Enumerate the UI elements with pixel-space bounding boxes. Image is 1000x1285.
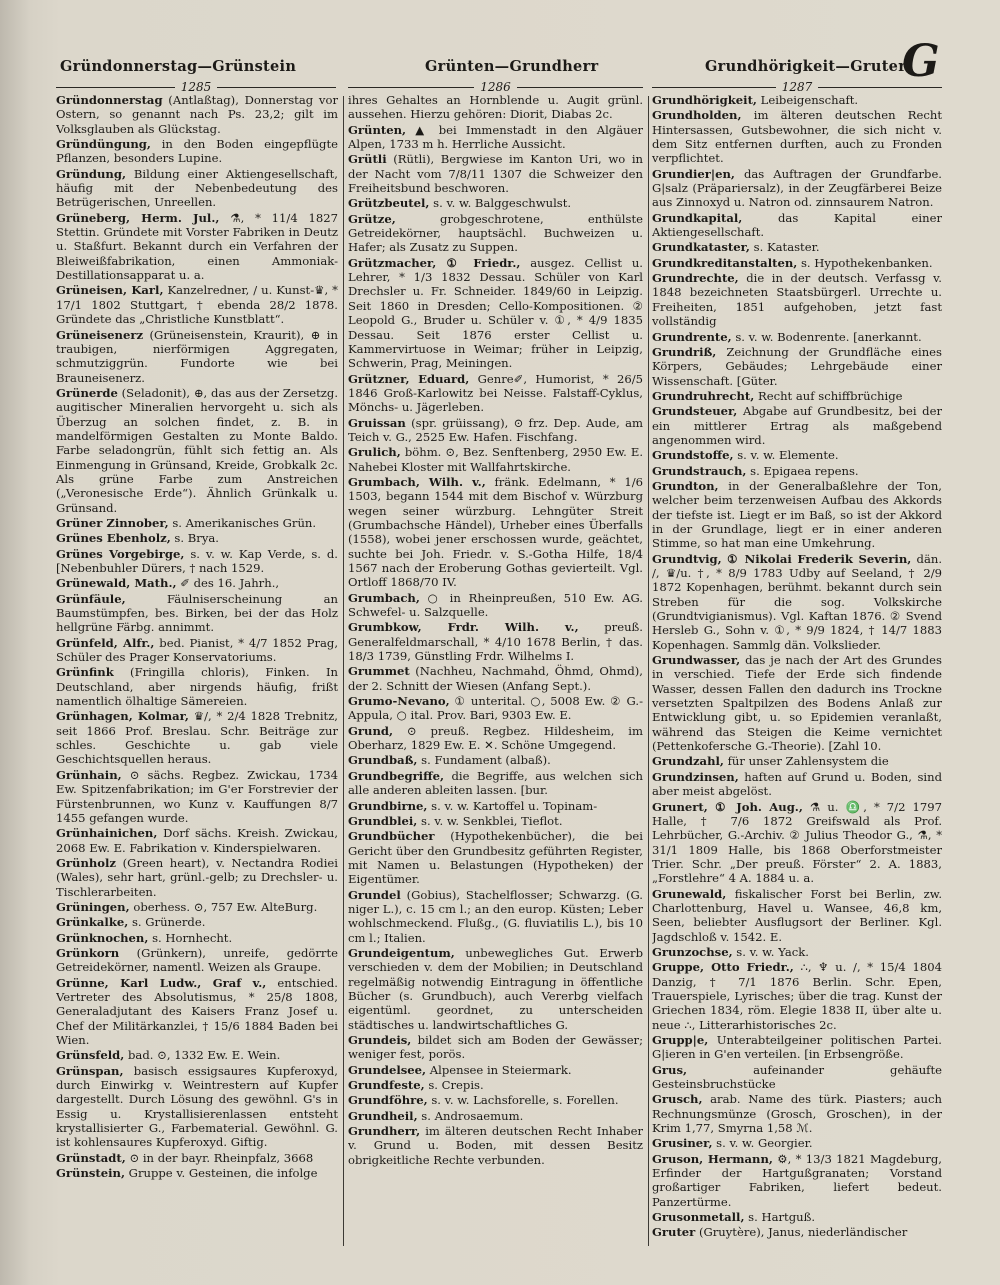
dictionary-entry [652,256,942,270]
entry-headword: Grünstein, [56,1166,125,1181]
entry-text: Recht auf schiffbrüchige [754,388,903,403]
entry-text: haften auf Grund u. Boden, sind aber meist abgelöst. [652,769,942,799]
dictionary-entry [652,800,942,886]
entry-headword: Grusiner, [652,1136,713,1151]
entry-text: das Auftragen der Grundfarbe. G|salz (Präpariersalz), in der Zeugfärberei Beize aus Zinnoxyd u. Natron od. zinnsaurem Natron. [652,166,942,210]
entry-text: ⊙ preuß. Regbez. Hildesheim, im Oberharz, 1829 Ew. E. ✕. Schöne Umgegend. [348,723,643,753]
dictionary-entry [348,1109,643,1123]
running-head-left: Gründonnerstag—Grünstein [60,58,297,75]
entry-headword: Grütli [348,152,387,167]
dictionary-entry [348,664,643,693]
entry-text: das je nach der Art des Grundes in verschied. Tiefe der Erde sich findende Wasser, dessen Fallen den dadurch ins Trockne versetzten Spaltpilzen des Bodens Anlaß zur Entwicklung gibt, u. so Epidemien veranlaßt, während das Steigen die Keime vernichtet (Pettenkofersche G.-Theorie). [Zahl 10. [652,653,942,754]
entry-headword: Grundherr, [348,1124,421,1139]
dictionary-entry [652,1136,942,1150]
dictionary-entry [348,591,643,620]
page-number-center [348,80,643,94]
entry-headword: Grusonmetall, [652,1210,745,1225]
column-center [348,93,643,1261]
entry-text: Alpensee in Steiermark. [426,1062,572,1077]
entry-headword: Grünten, [348,122,407,137]
entry-text: ○ in Rheinpreußen, 510 Ew. AG. Schwefel- u. Salzquelle. [348,590,643,620]
entry-text: Kanzelredner, / u. Kunst-♛, * 17/1 1802 Stuttgart, † ebenda 28/2 1878. Gründete das „Christliche Kunstblatt“. [56,283,338,327]
entry-text: die in der deutsch. Verfassg v. 1848 bezeichneten Staatsbürgerl. Urrechte u. Freiheiten, 1851 aufgehoben, jetzt fast vollständig [652,271,942,329]
entry-text: s. v. w. Senkblei, Tieflot. [417,813,563,828]
page-number-left [56,80,336,94]
entry-text: (Grünkern), unreife, gedörrte Getreidekörner, namentl. Weizen als Graupe. [56,945,338,975]
entry-headword: Grundrente, [652,329,732,344]
dictionary-entry [652,1225,942,1239]
entry-headword: Grundkreditanstalten, [652,255,798,270]
entry-text: s. v. w. Balggeschwulst. [429,196,572,211]
entry-text: s. Brya. [170,531,219,546]
entry-headword: Grundruhrecht, [652,388,755,403]
entry-headword: Grünsfeld, [56,1048,125,1063]
entry-text: s. Fundament (albaß). [417,753,551,768]
column-divider [343,96,344,1246]
entry-text: arab. Name des türk. Piasters; auch Rechnungsmünze (Grosch, Groschen), in der Krim 1,77, Smyrna 1,58 ℳ. [652,1092,942,1136]
entry-headword: Grünewald, Math., [56,576,177,591]
entry-text: in den Boden eingepflügte Pflanzen, besonders Lupine. [56,137,338,166]
entry-headword: Grundfeste, [348,1078,425,1093]
dictionary-entry [652,552,942,652]
dictionary-entry [348,256,643,371]
dictionary-entry [652,1063,942,1092]
dictionary-entry [652,479,942,551]
entry-headword: Grünfink [56,665,114,680]
entry-headword: Grunewald, [652,886,727,901]
entry-text: Fäulniserscheinung an Baumstümpfen, bes. Birken, bei der das Holz hellgrüne Färbg. annimmt. [56,591,338,635]
entry-text: s. Hartguß. [744,1210,816,1225]
entry-headword: Grünhagen, Kolmar, [56,709,189,724]
entry-headword: Grus, [652,1062,688,1077]
entry-headword: Grundkataster, [652,240,750,255]
entry-text: ♛/, * 2/4 1828 Trebnitz, seit 1866 Prof. Breslau. Schr. Beiträge zur schles. Geschichte u. gab viele Geschichtsquellen heraus. [56,709,338,767]
entry-headword: Grünerde [56,385,118,400]
entry-headword: Gründung, [56,166,126,181]
dictionary-entry [56,931,338,945]
entry-text: entschied. Vertreter des Absolutismus, * 25/8 1808, Generaladjutant des Kaisers Franz Josef u. Chef der Militärkanzlei, † 15/6 1884 Baden bei Wien. [56,975,338,1047]
entry-text: s. Amerikanisches Grün. [168,515,317,530]
entry-text: s. Crepis. [424,1078,484,1093]
entry-headword: Grundbücher [348,829,435,844]
column-left [56,93,338,1261]
dictionary-entry [652,404,942,447]
entry-text: aufeinander gehäufte Gesteinsbruchstücke [652,1062,942,1092]
entry-text: das Kapital einer Aktiengesellschaft. [652,210,942,240]
entry-text: (Hypothekenbücher), die bei Gericht über den Grundbesitz geführten Register, mit Namen u. Belastungen (Hypotheken) der Eigentümer. [348,829,643,887]
dictionary-entry [348,196,643,210]
dictionary-entry [56,900,338,914]
entry-text: s. Hornhecht. [148,930,233,945]
dictionary-entry [348,888,643,945]
entry-headword: Grundbaß, [348,753,418,768]
entry-headword: Gründüngung, [56,137,151,152]
entry-headword: Grünes Ebenholz, [56,531,171,546]
dictionary-entry [348,694,643,723]
entry-headword: Gruissan [348,415,406,430]
dictionary-entry [652,960,942,1032]
entry-headword: Grundeis, [348,1033,412,1047]
entry-text: (Green heart), v. Nectandra Rodiei (Wales), sehr hart, grünl.-gelb; zu Drechsler- u. Tischlerarbeiten. [56,855,338,899]
dictionary-entry [56,856,338,899]
dictionary-entry [56,328,338,385]
dictionary-entry [652,448,942,462]
entry-headword: Grundier|en, [652,166,735,181]
entry-text: (Antlaßtag), Donnerstag vor Ostern, so genannt nach Ps. 23,2; gilt im Volksglauben als Glückstag. [56,93,338,136]
entry-headword: Grützner, Eduard, [348,371,470,386]
dictionary-entry [56,915,338,929]
entry-headword: Grützbeutel, [348,196,430,211]
dictionary-entry [652,240,942,254]
entry-text: ① unterital. ○, 5008 Ew. ② G.-Appula, ○ ital. Prov. Bari, 9303 Ew. E. [348,694,643,723]
entry-text: s. Androsaemum. [417,1108,524,1123]
entry-headword: Grundblei, [348,813,418,828]
entry-headword: Grundzahl, [652,754,724,769]
dictionary-entry [56,93,338,136]
page-number-text: 1287 [781,80,813,94]
entry-text: (Fringilla chloris), Finken. In Deutschland, aber nirgends häufig, frißt namentlich ölhaltige Sämereien. [56,665,338,709]
dictionary-entry [652,887,942,944]
entry-headword: Grusch, [652,1092,703,1107]
entry-text: s. Grünerde. [128,915,206,930]
dictionary-entry [56,1048,338,1062]
dictionary-entry [56,576,338,590]
dictionary-entry [348,1078,643,1092]
entry-text: in der Generalbaßlehre der Ton, welcher beim terzenweisen Aufbau des Akkords der tiefste ist. Liegt er im Baß, so ist der Akkord in der Grundlage, liegt er in einer anderen Stimme, so hat man eine Umkehrung. [652,478,942,551]
entry-headword: Grünholz [56,855,117,870]
dictionary-entry [348,1063,643,1077]
entry-text: böhm. ⊙, Bez. Senftenberg, 2950 Ew. E. Nahebei Kloster mit Wallfahrtskirche. [348,445,643,474]
entry-text: (Grüneisenstein, Kraurit), ⊕ in traubigen, nierförmigen Aggregaten, schmutziggrün. Fundorte wie bei Brauneisenerz. [56,327,338,385]
entry-headword: Grupp|e, [652,1033,709,1047]
entry-text: ⊙ in der bayr. Rheinpfalz, 3668 [125,1150,314,1165]
page-number-right [652,80,942,94]
dictionary-entry [348,829,643,886]
dictionary-entry [652,464,942,478]
dictionary-entry [348,753,643,767]
entry-text: ∴, ♆ u. /, * 15/4 1804 Danzig, † 7/1 1876 Berlin. Schr. Epen, Trauerspiele, Lyrisches; über die trag. Kunst der Griechen 1834, röm. Elegie 1838 II, über alte u. neue ∴, Litterarhistorisches 2c. [652,960,942,1032]
dictionary-entry [348,799,643,813]
entry-headword: Grünfäule, [56,591,126,606]
dictionary-entry [56,516,338,530]
dictionary-entry [652,93,942,107]
entry-text: (spr. grüissang), ⊙ frz. Dep. Aude, am Teich v. G., 2525 Ew. Hafen. Fischfang. [348,415,643,444]
page-number-rule [652,87,776,88]
entry-text: s. v. w. Georgier. [712,1136,813,1151]
dictionary-entry [348,769,643,798]
entry-headword: Grundrechte, [652,271,739,286]
dictionary-entry [348,372,643,415]
entry-headword: Grundbirne, [348,798,428,813]
entry-text: dän. /, ♛/u. †, * 8/9 1783 Udby auf Seeland, † 2/9 1872 Kopenhagen, berühmt. bekannt durch sein Streben für die sog. Volkskirche (Grundtvigianismus). Vgl. Kaftan 1876. ② Svend Hersleb G., Sohn v. ①, * 9/9 1824, † 14/7 1883 Kopenhagen. Sammlg dän. Volkslieder. [652,551,942,652]
entry-text: im älteren deutschen Recht Hintersassen, Gutsbewohner, die sich nicht v. dem Sitz entfernen durften, auch zu Fronden verpflichtet. [652,108,942,166]
dictionary-entry [348,724,643,753]
dictionary-entry [652,167,942,210]
entry-text: Abgabe auf Grundbesitz, bei der ein mittlerer Ertrag als maßgebend angenommen wird. [652,404,942,447]
dictionary-entry [652,770,942,799]
entry-text: für unser Zahlensystem die [723,754,889,769]
entry-text: ⚙, * 13/3 1821 Magdeburg, Erfinder der Hartgußgranaten; Vorstand großartiger Fabriken, liefert bedeut. Panzertürme. [652,1151,942,1209]
entry-text: bad. ⊙, 1332 Ew. E. Wein. [124,1048,281,1063]
dictionary-entry [56,665,338,708]
page-number-text: 1285 [180,80,212,94]
entry-headword: Grundton, [652,478,719,493]
entry-headword: Gruson, Hermann, [652,1151,773,1166]
dictionary-entry [56,547,338,576]
entry-text: bed. Pianist, * 4/7 1852 Prag, Schüler des Prager Konservatoriums. [56,635,338,665]
entry-headword: Grundhörigkeit, [652,93,757,107]
running-head-center: Grünten—Grundherr [425,58,599,75]
entry-headword: Grüner Zinnober, [56,515,169,530]
entry-text: (Nachheu, Nachmahd, Öhmd, Ohmd), der 2. Schnitt der Wiesen (Anfang Sept.). [348,664,643,693]
entry-headword: Grünhain, [56,767,122,782]
dictionary-entry [56,946,338,975]
entry-text: (Gruytère), Janus, niederländischer [695,1225,908,1240]
entry-headword: Grünknochen, [56,930,149,945]
entry-headword: Grunzochse, [652,944,733,959]
entry-text: Zeichnung der Grundfläche eines Körpers, Gebäudes; Lehrgebäude einer Wissenschaft. [Güter. [652,344,942,388]
page-number-rule [56,87,175,88]
entry-text: (Rütli), Bergwiese im Kanton Uri, wo in der Nacht vom 7/8/11 1307 die Schweizer den Freiheitsbund beschworen. [348,152,643,196]
entry-headword: Grüneisenerz [56,327,144,342]
dictionary-entry [652,330,942,344]
dictionary-entry [56,211,338,283]
dictionary-entry [56,826,338,855]
entry-text: ✐ des 16. Jahrh., [176,576,280,591]
dictionary-entry [348,814,643,828]
entry-headword: Grüningen, [56,899,130,914]
dictionary-entry [348,212,643,255]
dictionary-entry [56,709,338,766]
entry-text: basisch essigsaures Kupferoxyd, durch Einwirkg v. Weintrestern auf Kupfer dargestellt. Durch Lösung des gewöhnl. G's in Essig u. Krystallisierenlassen entsteht krystallisierter G., Farbematerial. Gewöhnl. G. ist kohlensaures Kupferoxyd. Giftig. [56,1063,338,1150]
entry-text: s. Kataster. [749,240,820,255]
entry-text: (Gobius), Stachelflosser; Schwarzg. (G. niger L.), c. 15 cm l.; an den europ. Küsten; Leber wohlschmeckend. Flußg., (G. fluviatilis L.), bis 10 cm l.; Italien. [348,887,643,945]
entry-text: s. v. w. Kap Verde, s. d. [Nebenbuhler Dürers, † nach 1529. [56,546,338,575]
dictionary-entry [652,345,942,388]
entry-headword: Grundholden, [652,108,742,123]
entry-headword: Grünes Vorgebirge, [56,546,185,561]
entry-text: oberhess. ⊙, 757 Ew. AlteBurg. [129,899,318,914]
column-divider [648,96,649,1246]
entry-headword: Grummet [348,664,410,679]
dictionary-entry [348,123,643,152]
entry-headword: Grumbkow, Frdr. Wilh. v., [348,620,579,635]
entry-headword: Grundföhre, [348,1093,428,1108]
entry-text: ihres Gehaltes an Hornblende u. Augit grünl. aussehen. Hierzu gehören: Diorit, Diabas 2c. [348,93,643,122]
entry-headword: Grüneberg, Herm. Jul., [56,210,220,225]
entry-text: (Seladonit), ⊕, das aus der Zersetzg. augitischer Mineralien hervorgeht u. sich als Überzug an solchen findet, z. B. in mandelförmigen Gestalten zu Monte Baldo. Farbe seladongrün, fühlt sich fettig an. Als Einmengung in Grünsand, Kreide, Grobkalk 2c. Als grüne Farbe zum Anstreichen („Veronesische Erde“). Ähnlich Grünkalk u. Grünsand. [56,385,338,515]
entry-headword: Grumbach, Wilh. v., [348,474,486,489]
dictionary-entry [56,768,338,825]
entry-headword: Grünkorn [56,945,120,960]
entry-text: Leibeigenschaft. [756,93,859,107]
page-number-rule [217,87,336,88]
entry-text: bildet sich am Boden der Gewässer; weniger fest, porös. [348,1033,643,1062]
entry-text: Unterabteilgeiner politischen Partei. G|ieren in G'en verteilen. [in Erbsengröße. [652,1033,942,1062]
column-right [652,93,942,1261]
entry-headword: Grundel [348,887,401,902]
entry-headword: Grünhainichen, [56,826,158,841]
dictionary-entry [652,271,942,328]
entry-headword: Grundeigentum, [348,945,455,960]
dictionary-entry [56,1064,338,1150]
entry-headword: Grund, [348,723,394,738]
dictionary-entry [348,1093,643,1107]
entry-text: Genre✐, Humorist, * 26/5 1846 Groß-Karlowitz bei Neisse. Falstaff-Cyklus, Mönchs- u. Jägerleben. [348,371,643,415]
entry-text: s. v. w. Yack. [732,944,809,959]
dictionary-entry [56,1166,338,1180]
entry-text: unbewegliches Gut. Erwerb verschieden v. dem der Mobilien; in Deutschland regelmäßig notwendig Eintragung in öffentliche Bücher (s. Grundbuch), auch Vererbg vielfach eigentüml. geordnet, zu unterscheiden städtisches u. landwirtschaftliches G. [348,945,643,1032]
dictionary-entry [348,475,643,590]
entry-text: im älteren deutschen Recht Inhaber v. Grund u. Boden, mit dessen Besitz obrigkeitliche Rechte verbunden. [348,1124,643,1167]
entry-text: ⚗, * 11/4 1827 Stettin. Gründete mit Vorster Fabriken in Deutz u. Staßfurt. Bekannt durch ein Verfahren der Bleiweißfabrikation, einen Ammoniak-Destillationsapparat u. a. [56,210,338,283]
dictionary-entry [652,945,942,959]
page-number-rule [348,87,474,88]
entry-headword: Grundzinsen, [652,769,739,784]
entry-text: preuß. Generalfeldmarschall, * 4/10 1678 Berlin, † das. 18/3 1739, Günstling Frdr. Wilhelms I. [348,620,643,664]
dictionary-entry [56,636,338,665]
dictionary-entry [652,754,942,768]
entry-headword: Grundkapital, [652,210,743,225]
entry-headword: Gründonnerstag [56,93,163,107]
entry-headword: Grundstoffe, [652,448,734,463]
dictionary-entry [652,108,942,165]
dictionary-entry [348,93,643,122]
dictionary-entry [56,137,338,166]
entry-text: die Begriffe, aus welchen sich alle anderen ableiten lassen. [bur. [348,768,643,798]
page-number-text: 1286 [480,80,511,94]
entry-headword: Grünkalke, [56,915,129,930]
entry-headword: Grünstadt, [56,1150,126,1165]
entry-text: s. Hypothekenbanken. [797,255,933,270]
entry-headword: Grunert, ① Joh. Aug., [652,799,803,814]
entry-headword: Gruppe, Otto Friedr., [652,960,794,975]
dictionary-entry [652,1092,942,1135]
dictionary-entry [56,531,338,545]
entry-text: grobgeschrotene, enthülste Getreidekörner, hauptsächl. Buchweizen u. Hafer; als Zusatz zu Suppen. [348,211,643,255]
dictionary-entry [348,1124,643,1167]
dictionary-entry [652,1210,942,1224]
entry-headword: Grundbegriffe, [348,768,445,783]
entry-headword: Grumo-Nevano, [348,694,450,709]
dictionary-entry [56,283,338,326]
entry-text: fränk. Edelmann, * 1/6 1503, begann 1544 mit dem Bischof v. Würzburg wegen seiner würzburg. Lehngüter Streit (Grumbachsche Händel), Urheber eines Überfalls (1558), wobei jener erschossen wurde, geächtet, suchte bei Joh. Friedr. v. S.-Gotha Hilfe, 18/4 1567 nach der Eroberung Gothas gevierteilt. Vgl. Ortloff 1868/70 IV. [348,474,643,590]
dictionary-entry [652,389,942,403]
entry-headword: Grundstrauch, [652,463,747,478]
page-number-rule [517,87,643,88]
entry-text: Dorf sächs. Kreish. Zwickau, 2068 Ew. E. Fabrikation v. Kinderspielwaren. [56,826,338,855]
dictionary-entry [652,1152,942,1209]
entry-headword: Grundwasser, [652,653,741,668]
running-head-right: Grundhörigkeit—Gruter [705,58,907,75]
dictionary-entry [652,211,942,240]
dictionary-entry [56,976,338,1048]
entry-text: Gruppe v. Gesteinen, die infolge [125,1166,318,1181]
entry-text: Bildung einer Aktiengesellschaft, häufig mit der Nebenbedeutung des Betrügerischen, Unreellen. [56,166,338,210]
dictionary-entry [348,152,643,195]
entry-headword: Grünspan, [56,1063,124,1078]
dictionary-entry [348,946,643,1032]
entry-text: fiskalischer Forst bei Berlin, zw. Charlottenburg, Havel u. Wansee, 46,8 km, Seen, beliebter Ausflugsort der Berliner. Kgl. Jagdschloß v. 1542. E. [652,886,942,944]
entry-text: ▲ bei Immenstadt in den Algäuer Alpen, 1733 m h. Herrliche Aussicht. [348,122,643,152]
dictionary-entry [348,620,643,663]
entry-text: s. Epigaea repens. [746,463,859,478]
entry-headword: Grumbach, [348,590,420,605]
entry-headword: Grünne, Karl Ludw., Graf v., [56,975,267,990]
entry-headword: Grützmacher, ① Friedr., [348,255,521,270]
entry-headword: Grundtvig, ① Nikolai Frederik Severin, [652,551,912,566]
page-number-rule [818,87,942,88]
dictionary-entry [652,653,942,753]
dictionary-entry [348,1033,643,1062]
entry-text: ⊙ sächs. Regbez. Zwickau, 1734 Ew. Spitzenfabrikation; im G'er Forstrevier der Fürstenbrunnen, wo Kunz v. Kauffungen 8/7 1455 gefangen wurde. [56,767,338,825]
entry-headword: Grulich, [348,445,401,460]
entry-text: s. v. w. Bodenrente. [anerkannt. [731,329,922,344]
entry-text: s. v. w. Kartoffel u. Topinam- [427,798,598,813]
entry-headword: Grüneisen, Karl, [56,283,164,298]
entry-headword: Grundsteuer, [652,404,738,419]
dictionary-entry [56,592,338,635]
entry-text: s. v. w. Elemente. [733,448,839,463]
dictionary-entry [652,1033,942,1062]
dictionary-entry [348,416,643,445]
dictionary-entry [56,167,338,210]
dictionary-entry [56,386,338,515]
entry-headword: Grünfeld, Alfr., [56,635,155,650]
entry-text: s. v. w. Lachsforelle, s. Forellen. [427,1093,619,1108]
entry-text: ausgez. Cellist u. Lehrer, * 1/3 1832 Dessau. Schüler von Karl Drechsler u. Fr. Schneider. 1849/60 in Leipzig. Seit 1860 in Dresden; Cello-Kompositionen. ② Leopold G., Bruder u. Schüler v. ①, * 4/9 1835 Dessau. Seit 1876 erster Cellist u. Kammervirtuose in Weimar; früher in Leipzig, Schwerin, Prag, Meiningen. [348,255,643,371]
section-letter: G [902,36,940,87]
dictionary-entry [56,1151,338,1165]
entry-text: ⚗ u. ♎, * 7/2 1797 Halle, † 7/6 1872 Greifswald als Prof. Lehrbücher, G.-Archiv. ② Julius Theodor G., ⚗, * 31/1 1809 Halle, bis 1868 Oberforstmeister Trier. Schr. „Der preuß. Förster“ 2. A. 1883, „Forstlehre“ 4 A. 1884 u. a. [652,799,942,886]
entry-headword: Grundriß, [652,344,717,359]
dictionary-entry [348,445,643,474]
entry-headword: Grütze, [348,211,396,226]
entry-headword: Grundelsee, [348,1062,427,1077]
entry-headword: Grundheil, [348,1108,418,1123]
entry-headword: Gruter [652,1225,696,1240]
